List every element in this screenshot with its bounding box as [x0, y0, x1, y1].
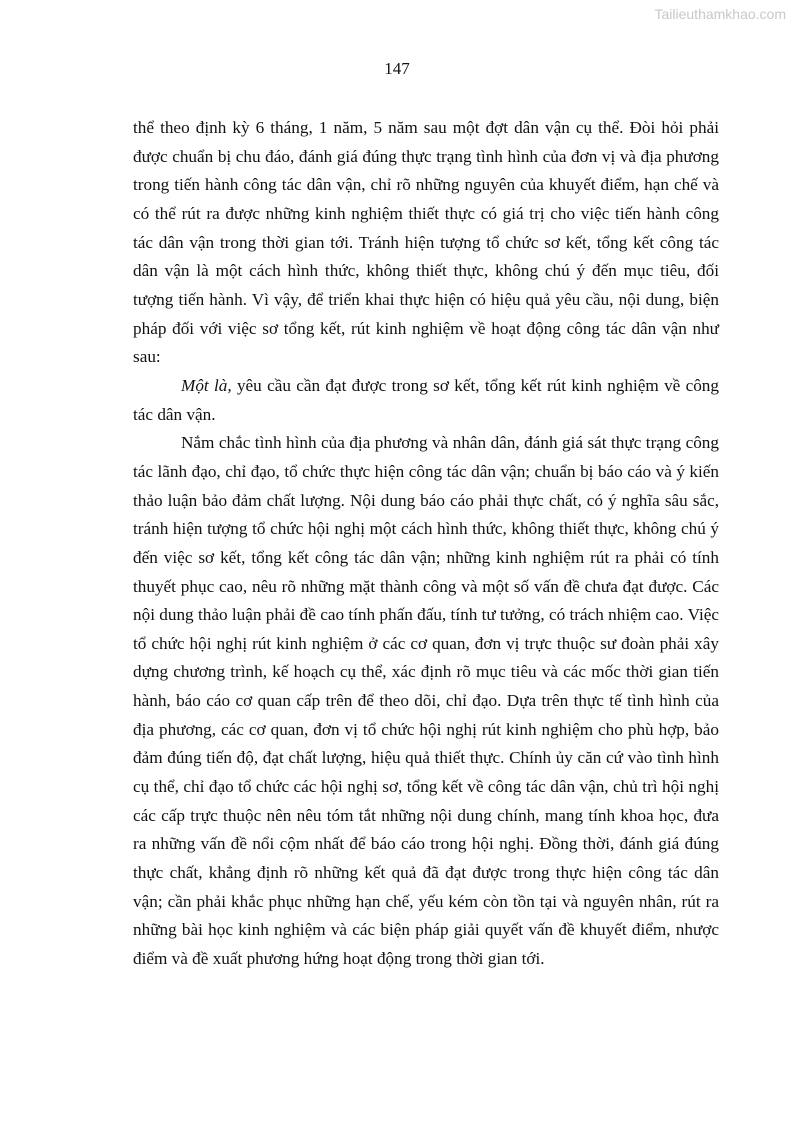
paragraph-text: thể theo định kỳ 6 tháng, 1 năm, 5 năm sau một đợt dân vận cụ thể. Đòi hỏi phải được chuẩn bị chu đáo, đánh giá đúng thực trạng tình hình của đơn vị và địa phương trong tiến hành công tác dân vận, chỉ rõ những nguyên của khuyết điểm, hạn chế và có thể rút ra được những kinh nghiệm thiết thực có giá trị cho việc tiến hành công tác dân vận trong thời gian tới. Tránh hiện tượng tổ chức sơ kết, tổng kết công tác dân vận là một cách hình thức, không thiết thực, không chú ý đến mục tiêu, đối tượng tiến hành. Vì vậy, để triển khai thực hiện có hiệu quả yêu cầu, nội dung, biện pháp đối với việc sơ tổng kết, rút kinh nghiệm về hoạt động công tác dân vận như sau:: [133, 118, 719, 367]
paragraph-continuation: [133, 114, 719, 372]
document-body: [133, 114, 719, 974]
page-number: 147: [384, 59, 410, 78]
paragraph-text: yêu cầu cần đạt được trong sơ kết, tổng kết rút kinh nghiệm về công tác dân vận.: [133, 375, 719, 424]
paragraph-text: Nắm chắc tình hình của địa phương và nhân dân, đánh giá sát thực trạng công tác lãnh đạo, chỉ đạo, tổ chức thực hiện công tác dân vận; chuẩn bị báo cáo và ý kiến thảo luận bảo đảm chất lượng. Nội dung báo cáo phải thực chất, có ý nghĩa sâu sắc, tránh hiện tượng tổ chức hội nghị một cách hình thức, không thiết thực, không chú ý đến việc sơ kết, tổng kết công tác dân vận; những kinh nghiệm rút ra phải có tính thuyết phục cao, nêu rõ những mặt thành công và một số vấn đề chưa đạt được. Các nội dung thảo luận phải đề cao tính phấn đấu, tính tư tưởng, có trách nhiệm cao. Việc tổ chức hội nghị rút kinh nghiệm ở các cơ quan, đơn vị trực thuộc sư đoàn phải xây dựng chương trình, kế hoạch cụ thể, xác định rõ mục tiêu và các mốc thời gian tiến hành, báo cáo cơ quan cấp trên để theo dõi, chỉ đạo. Dựa trên thực tế tình hình của địa phương, các cơ quan, đơn vị tổ chức hội nghị rút kinh nghiệm cho phù hợp, bảo đảm đúng tiến độ, đạt chất lượng, hiệu quả thiết thực. Chính ủy căn cứ vào tình hình cụ thể, chỉ đạo tổ chức các hội nghị sơ, tổng kết về công tác dân vận, chủ trì hội nghị các cấp trực thuộc nên nêu tóm tắt những nội dung chính, mang tính khoa học, đưa ra những vấn đề nổi cộm nhất để báo cáo trong hội nghị. Đồng thời, đánh giá đúng thực chất, khẳng định rõ những kết quả đã đạt được trong thực hiện công tác dân vận; cần phải khắc phục những hạn chế, yếu kém còn tồn tại và nguyên nhân, rút ra những bài học kinh nghiệm và các biện pháp giải quyết vấn đề khuyết điểm, nhược điểm và đề xuất phương hứng hoạt động trong thời gian tới.: [133, 433, 719, 969]
paragraph-mot-la: [133, 372, 719, 429]
paragraph-lead: Một là,: [181, 375, 232, 395]
watermark-text: Tailieuthamkhao.com: [654, 6, 786, 22]
paragraph-main: [133, 429, 719, 973]
